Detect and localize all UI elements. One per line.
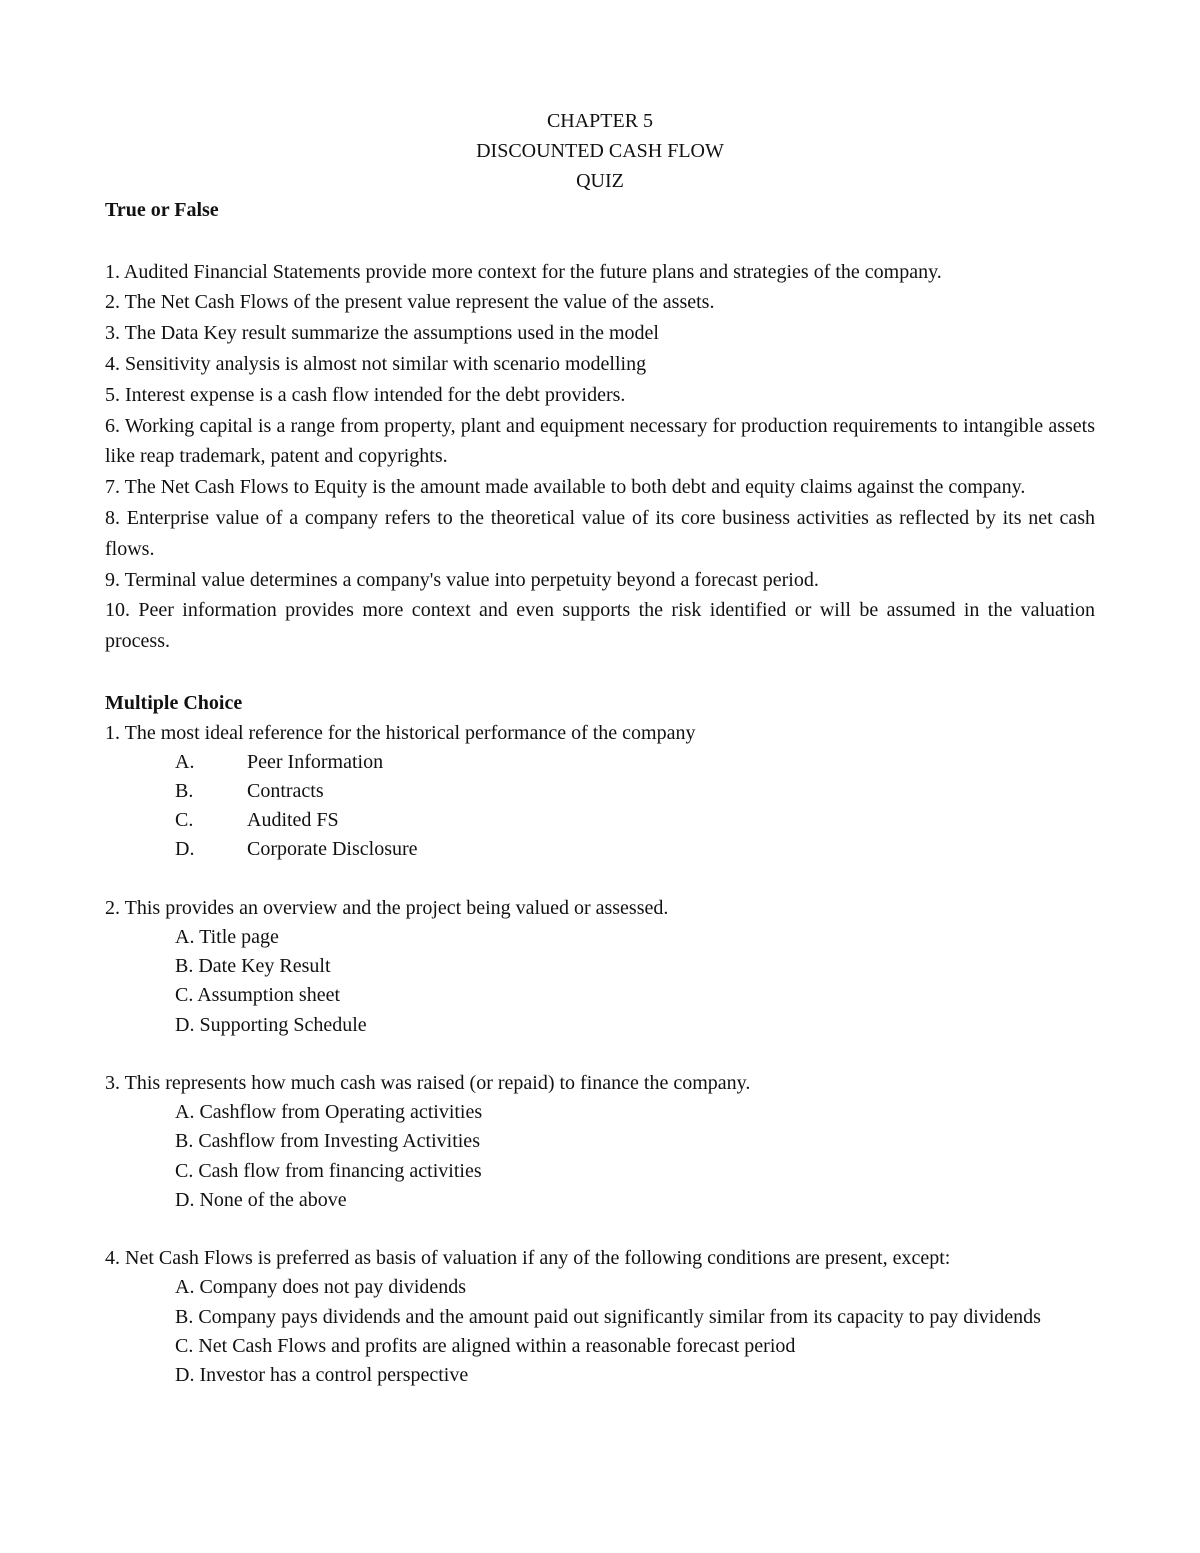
- tf-item-3: 3. The Data Key result summarize the assumptions used in the model: [105, 322, 659, 345]
- choice-text: Audited FS: [247, 809, 339, 832]
- tf-item-2: 2. The Net Cash Flows of the present value represent the value of the assets.: [105, 291, 715, 314]
- choice-text: Contracts: [247, 779, 324, 802]
- tf-item-7: 7. The Net Cash Flows to Equity is the amount made available to both debt and equity claims against the company.: [105, 476, 1026, 499]
- choice-row: [175, 777, 1095, 806]
- choice-text: Corporate Disclosure: [247, 838, 418, 861]
- choice-item: C. Assumption sheet: [175, 984, 341, 1007]
- choice-item: D. Supporting Schedule: [175, 1013, 367, 1036]
- true-false-list: [105, 257, 1095, 657]
- mc-question-text: 3. This represents how much cash was raised (or repaid) to finance the company.: [105, 1071, 751, 1094]
- tf-item-10: 10. Peer information provides more context and even supports the risk identified or will be assumed in the valuation process.: [105, 599, 1095, 653]
- choice-row: [175, 748, 1095, 777]
- tf-item-1: 1. Audited Financial Statements provide more context for the future plans and strategies of the company.: [105, 260, 942, 283]
- page-header: [0, 106, 1200, 196]
- choice-row: [175, 806, 1095, 835]
- tf-item-4: 4. Sensitivity analysis is almost not similar with scenario modelling: [105, 352, 647, 375]
- choice-letter: A.: [175, 750, 195, 773]
- choice-letter: B.: [175, 779, 194, 802]
- choice-text: Peer Information: [247, 750, 384, 773]
- spacer: [105, 657, 1095, 688]
- choice-item: A. Title page: [175, 925, 279, 948]
- mc-question-3: [105, 1069, 1095, 1215]
- true-false-heading: True or False: [105, 199, 219, 221]
- page-title: DISCOUNTED CASH FLOW: [476, 140, 724, 162]
- tf-item-9: 9. Terminal value determines a company's value into perpetuity beyond a forecast period.: [105, 568, 819, 591]
- mc-question-text: 1. The most ideal reference for the historical performance of the company: [105, 721, 696, 744]
- page-subtitle: QUIZ: [576, 170, 624, 192]
- choice-row: [175, 835, 1095, 864]
- spacer: [105, 226, 1095, 257]
- choice-item: B. Company pays dividends and the amount paid out significantly similar from its capacity to pay dividends: [175, 1305, 1041, 1328]
- mc-question-1: [105, 719, 1095, 865]
- choice-item: A. Company does not pay dividends: [175, 1276, 467, 1299]
- tf-item-8: 8. Enterprise value of a company refers to the theoretical value of its core business activities as reflected by its net cash flows.: [105, 506, 1095, 560]
- mc-question-text: 2. This provides an overview and the project being valued or assessed.: [105, 896, 669, 919]
- document-body: [105, 195, 1095, 1390]
- choice-item: B. Cashflow from Investing Activities: [175, 1130, 480, 1153]
- tf-item-5: 5. Interest expense is a cash flow intended for the debt providers.: [105, 383, 626, 406]
- choice-list: [175, 748, 1095, 865]
- choice-item: C. Net Cash Flows and profits are aligned within a reasonable forecast period: [175, 1334, 796, 1357]
- tf-item-6: 6. Working capital is a range from property, plant and equipment necessary for production requirements to intangible assets like reap trademark, patent and copyrights.: [105, 414, 1095, 468]
- choice-letter: D.: [175, 838, 195, 861]
- mc-question-4: [105, 1244, 1095, 1390]
- mc-question-2: [105, 894, 1095, 1040]
- choice-item: A. Cashflow from Operating activities: [175, 1101, 483, 1124]
- mc-question-text: 4. Net Cash Flows is preferred as basis of valuation if any of the following conditions are present, except:: [105, 1247, 951, 1270]
- choice-item: C. Cash flow from financing activities: [175, 1159, 482, 1182]
- choice-item: D. Investor has a control perspective: [175, 1363, 469, 1386]
- chapter-label: CHAPTER 5: [546, 110, 654, 132]
- choice-item: B. Date Key Result: [175, 955, 331, 978]
- choice-item: D. None of the above: [175, 1188, 347, 1211]
- multiple-choice-heading: Multiple Choice: [105, 691, 243, 714]
- choice-letter: C.: [175, 809, 194, 832]
